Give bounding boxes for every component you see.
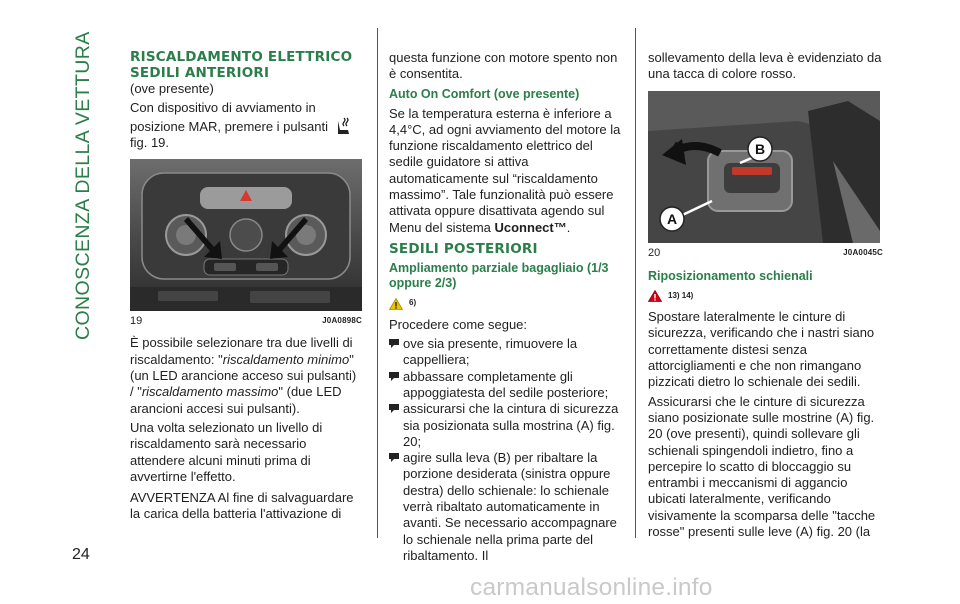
figure-number: 19 [130,315,143,328]
figure-code: J0A0898C [322,316,362,326]
paragraph: questa funzione con motore spento non è consentita. [389,50,618,82]
callout-label-b: B [754,140,766,157]
danger-triangle-icon [648,290,662,302]
paragraph: Se la temperatura esterna è inferiore a 4,4°C, ad ogni avviamento del motore la funzione riscaldamento elettrico del sedile guidatore si attiva automaticamente sul “riscaldamento massimo”. Tale funzionalità può essere attivata oppure disattivata agendo sul Menu del sistema Uconnect™. [389,105,621,235]
callout-label-a: A [666,210,678,227]
figure-19 [130,159,362,329]
paragraph: AVVERTENZA Al fine di salvaguardare la carica della batteria l'attivazione di [130,490,354,522]
section-heading: SEDILI POSTERIORI [389,240,538,257]
paragraph: Una volta selezionato un livello di riscaldamento sarà necessario attendere alcuni minuti prima di avvertirne l'effetto. [130,419,323,484]
section-heading: RISCALDAMENTO ELETTRICO SEDILI ANTERIORI [130,49,353,81]
figure-caption [130,313,362,329]
subheading: Auto On Comfort (ove presente) [389,86,580,101]
column-2 [389,50,627,564]
warning-reference: 13) 14) [648,288,883,304]
heated-seat-buttons-photo [130,159,362,311]
list-item: agire sulla leva (B) per ribaltare la porzione desiderata (sinistra oppure destra) dello schienale: lo schienale verrà ribaltato automaticamente in avanti. Se necessario accompagnare lo schienale nella prima parte del ribaltamento. Il [389,450,627,564]
list-item: abbassare completamente gli appoggiatesta del sedile posteriore; [389,369,627,402]
figure-number: 20 [648,246,661,259]
column-1 [130,50,362,526]
warning-triangle-icon [389,298,403,310]
paragraph: (ove presente) [130,81,214,96]
list-item: assicurarsi che la cintura di sicurezza sia posizionata sulla mostrina (A) fig. 20; [389,401,627,450]
bullet-marker-icon [389,339,399,348]
paragraph: Assicurarsi che le cinture di sicurezza siano posizionate sulle mostrine (A) fig. 20 (ove presenti), quindi sollevare gli schienali spingendoli indietro, fino a percepire lo scatto di bloccaggio su entrambi i meccanismi di aggancio ubicati lateralmente, verificando visivamente la scomparsa delle "tacche rosse" presenti sulle leve (A) fig. 20 (la [648,393,876,540]
column-divider [377,28,378,538]
figure-caption [648,245,883,261]
warning-reference: 6) [389,295,627,311]
paragraph: Procedere come segue: [389,316,528,332]
rear-seat-lever-photo [648,91,880,243]
bullet-marker-icon [389,453,399,462]
column-3 [648,50,883,543]
paragraph: Con dispositivo di avviamento in posizione MAR, premere i pulsanti fig. 19. [130,100,362,151]
paragraph: È possibile selezionare tra due livelli di riscaldamento: "riscaldamento minimo" (un LED arancione acceso sui pulsanti) / "riscaldamento massimo" (due LED arancioni accesi sui pulsanti). [130,335,357,416]
page-number: 24 [72,546,90,563]
figure-20 [648,91,883,261]
side-section-title: CONOSCENZA DELLA VETTURA [72,31,94,340]
watermark: carmanualsonline.info [470,574,713,601]
column-divider [635,28,636,538]
heated-seat-icon [335,117,351,135]
list-item: ove sia presente, rimuovere la cappelliera; [389,336,627,369]
bullet-marker-icon [389,372,399,381]
figure-code: J0A0045C [843,247,883,257]
paragraph: Spostare lateralmente le cinture di sicurezza, verificando che i nastri siano correttamente distesi senza attorcigliamenti e che non rimangano pizzicati dietro lo schienale dei sedili. [648,309,875,390]
bullet-marker-icon [389,404,399,413]
paragraph: sollevamento della leva è evidenziato da una tacca di colore rosso. [648,50,882,82]
subheading: Riposizionamento schienali [648,268,813,283]
subheading: Ampliamento parziale bagagliaio (1/3 oppure 2/3) [389,261,609,291]
